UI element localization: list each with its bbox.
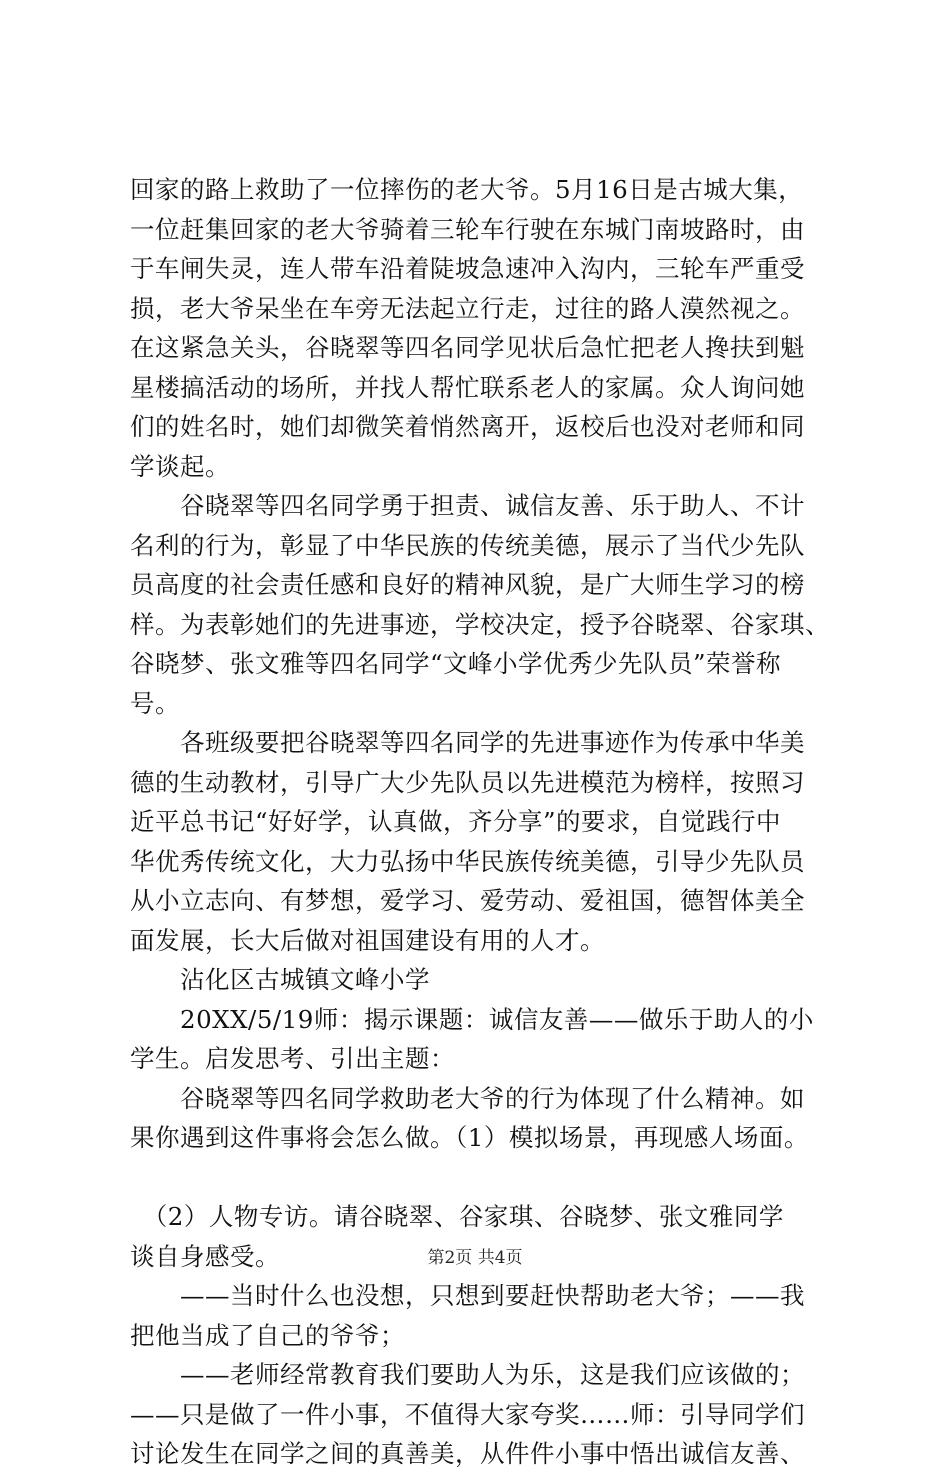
text-line: 各班级要把谷晓翠等四名同学的先进事迹作为传承中华美	[130, 728, 805, 757]
text-line: 员高度的社会责任感和良好的精神风貌，是广大师生学习的榜	[130, 570, 805, 599]
text-line	[130, 1158, 830, 1198]
text-line: 果你遇到这件事将会怎么做。（1）模拟场景，再现感人场面。	[130, 1123, 809, 1152]
text-line: 面发展，长大后做对祖国建设有用的人才。	[130, 925, 605, 955]
text-line: 损，老大爷呆坐在车旁无法起立行走，过往的路人漠然视之。	[130, 293, 805, 323]
text-line: 学谈起。	[130, 451, 230, 481]
text-line: 近平总书记“好好学，认真做，齐分享”的要求，自觉践行中	[130, 807, 782, 836]
text-line: 谈自身感受。	[130, 1241, 280, 1271]
page-footer: 第2页 共4页	[427, 1248, 523, 1268]
text-line: 20XX/5/19师：揭示课题：诚信友善——做乐于助人的小	[130, 1004, 814, 1034]
text-line: 沾化区古城镇文峰小学	[130, 965, 430, 994]
text-line: 名利的行为，彰显了中华民族的传统美德，展示了当代少先队	[130, 530, 805, 560]
text-line: 星楼搞活动的场所，并找人帮忙联系老人的家属。众人询问她	[130, 372, 805, 402]
text-line: 回家的路上救助了一位摔伤的老大爷。5月16日是古城大集，	[130, 175, 804, 204]
text-line: 华优秀传统文化，大力弘扬中华民族传统美德，引导少先队员	[130, 846, 805, 876]
text-line: 谷晓翠等四名同学救助老大爷的行为体现了什么精神。如	[130, 1083, 805, 1113]
text-line: 样。为表彰她们的先进事迹，学校决定，授予谷晓翠、谷家琪、	[130, 609, 830, 639]
text-line: 讨论发生在同学之间的真善美，从件件小事中悟出诚信友善、	[130, 1439, 805, 1468]
text-line: 一位赶集回家的老大爷骑着三轮车行驶在东城门南坡路时，由	[130, 214, 805, 244]
text-line: 从小立志向、有梦想，爱学习、爱劳动、爱祖国，德智体美全	[130, 886, 805, 915]
text-line: （2）人物专访。请谷晓翠、谷家琪、谷晓梦、张文雅同学	[130, 1202, 784, 1231]
text-line: ——只是做了一件小事，不值得大家夸奖……师：引导同学们	[130, 1399, 805, 1429]
text-line: 学生。启发思考、引出主题：	[130, 1044, 455, 1073]
text-line: 谷晓翠等四名同学勇于担责、诚信友善、乐于助人、不计	[130, 491, 805, 520]
text-line: 号。	[130, 688, 180, 718]
text-line: 于车闸失灵，连人带车沿着陡坡急速冲入沟内，三轮车严重受	[130, 254, 805, 283]
document-body	[130, 170, 830, 1474]
text-line: ——老师经常教育我们要助人为乐，这是我们应该做的；	[130, 1360, 805, 1389]
text-line: 把他当成了自己的爷爷；	[130, 1320, 405, 1350]
text-line: 在这紧急关头，谷晓翠等四名同学见状后急忙把老人搀扶到魁	[130, 333, 805, 362]
text-line: ——当时什么也没想，只想到要赶快帮助老大爷；——我	[130, 1281, 805, 1310]
text-line: 们的姓名时，她们却微笑着悄然离开，返校后也没对老师和同	[130, 412, 805, 441]
text-line: 谷晓梦、张文雅等四名同学“文峰小学优秀少先队员”荣誉称	[130, 649, 782, 678]
text-line: 德的生动教材，引导广大少先队员以先进模范为榜样，按照习	[130, 767, 805, 797]
